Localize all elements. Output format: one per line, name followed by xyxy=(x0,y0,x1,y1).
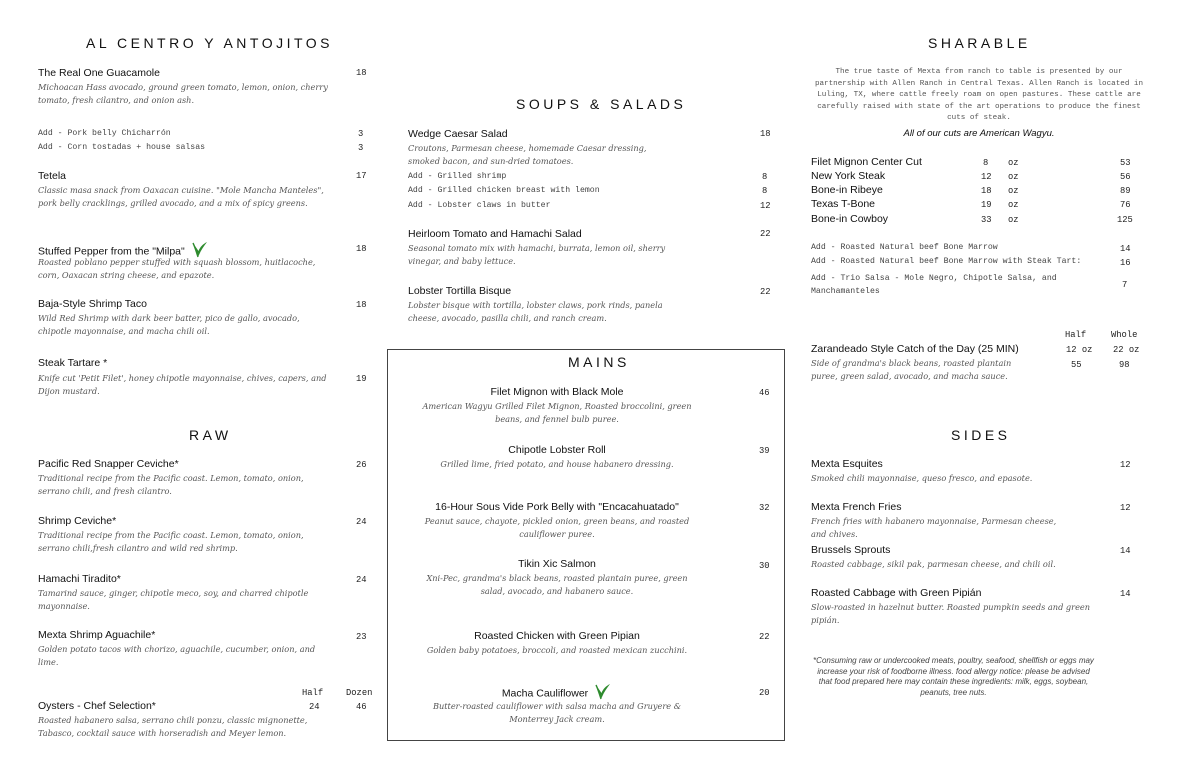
desc-pork-belly: Peanut sauce, chayote, pickled onion, green beans, and roasted cauliflower puree. xyxy=(424,516,690,539)
zarandeado-half-price: 55 xyxy=(1071,360,1082,370)
price-caesar: 18 xyxy=(760,129,771,139)
desc-shrimp-ceviche: Traditional recipe from the Pacific coast. Lemon, tomato, onion, serrano chili,fresh cilantro and wild red shrimp. xyxy=(38,530,304,553)
section-title-raw: RAW xyxy=(189,427,232,443)
price-hamachi-tiradito: 24 xyxy=(356,575,367,585)
oysters-half-label: Half xyxy=(302,688,324,698)
price-side-esquites: 12 xyxy=(1120,460,1131,470)
desc-side-brussels-sprouts: Roasted cabbage, sikil pak, parmesan cheese, and chili oil. xyxy=(811,559,1056,569)
desc-lobster-roll: Grilled lime, fried potato, and house habanero dressing. xyxy=(440,459,674,469)
steak-ribeye-price: 89 xyxy=(1120,186,1131,196)
section-title-mains: MAINS xyxy=(568,354,630,370)
macha-cauliflower-name: Macha Cauliflower xyxy=(501,687,589,700)
desc-shrimp-taco: Wild Red Shrimp with dark beer batter, pico de gallo, avocado, chipotle mayonnaise, and macha chili oil. xyxy=(38,313,300,336)
steak-ribeye-oz: 18 xyxy=(981,186,992,196)
side-roasted-cabbage: Roasted Cabbage with Green Pipián xyxy=(811,587,982,599)
desc-aguachile: Golden potato tacos with chorizo, aguachile, cucumber, onion, and lime. xyxy=(38,644,316,667)
section-title-antojitos: AL CENTRO Y ANTOJITOS xyxy=(86,35,333,51)
price-shrimp-taco: 18 xyxy=(356,300,367,310)
menu-item-pork-belly: 16-Hour Sous Vide Pork Belly with "Encacahuatado" xyxy=(435,501,679,513)
oysters-dozen-label: Dozen xyxy=(346,688,373,698)
price-aguachile: 23 xyxy=(356,632,367,642)
price-tikin-xic-salmon: 30 xyxy=(759,561,770,571)
steak-cowboy-unit: oz xyxy=(1008,215,1019,225)
wagyu-note: All of our cuts are American Wagyu. xyxy=(903,128,1055,139)
steak-t-bone-price: 76 xyxy=(1120,200,1131,210)
steak-new-york-name: New York Steak xyxy=(811,170,886,182)
steak-t-bone-unit: oz xyxy=(1008,200,1019,210)
addon-chicharron: Add - Pork belly Chicharrón xyxy=(38,129,171,138)
price-snapper-ceviche: 26 xyxy=(356,460,367,470)
sharable-intro: The true taste of Mexta from ranch to table is presented by our partnership with Allen Ranch in Central Texas. Allen Ranch is located in Luling, TX, where cattle freely roam on open pastures. These cattle are carefully raised with state of the art operations to produce the finest cuts of steak. xyxy=(814,68,1144,122)
steak-filet-name: Filet Mignon Center Cut xyxy=(811,156,922,168)
price-lobster-bisque: 22 xyxy=(760,287,771,297)
price-roasted-chicken: 22 xyxy=(759,632,770,642)
desc-stuffed-pepper: Roasted poblano pepper stuffed with squash blossom, huitlacoche, corn, Oaxacan string cheese, and epazote. xyxy=(38,257,316,280)
price-addon-bone-marrow-tartare: 16 xyxy=(1120,258,1131,268)
menu-item-lobster-roll: Chipotle Lobster Roll xyxy=(508,444,606,456)
steak-cowboy-price: 125 xyxy=(1117,215,1133,225)
steak-filet-price: 53 xyxy=(1120,158,1131,168)
addon-bone-marrow-tartare: Add - Roasted Natural beef Bone Marrow with Steak Tart: xyxy=(811,257,1082,266)
allergy-notice: *Consuming raw or undercooked meats, poultry, seafood, shellfish or eggs may increase your risk of foodborne illness. food allergy notice: please be advised that food prepared here may contain these ingredients: milk, eggs, soybean, peanuts, tree nuts. xyxy=(813,656,1094,697)
desc-side-french-fries: French fries with habanero mayonnaise, Parmesan cheese, and chives. xyxy=(811,516,1057,539)
steak-filet-unit: oz xyxy=(1008,158,1019,168)
price-lobster-roll: 39 xyxy=(759,446,770,456)
price-addon-bone-marrow: 14 xyxy=(1120,244,1131,254)
price-side-french-fries: 12 xyxy=(1120,503,1131,513)
steak-cowboy-name: Bone-in Cowboy xyxy=(811,213,889,225)
steak-t-bone-name: Texas T-Bone xyxy=(811,198,876,210)
menu-item-roasted-chicken: Roasted Chicken with Green Pipian xyxy=(474,630,640,642)
steak-new-york-oz: 12 xyxy=(981,172,992,182)
zarandeado-whole-label: Whole xyxy=(1111,330,1138,340)
desc-tikin-xic-salmon: Xni-Pec, grandma's black beans, roasted plantain puree, green salad, avocado, and habanero sauce. xyxy=(426,573,688,596)
steak-new-york-unit: oz xyxy=(1008,172,1019,182)
desc-side-roasted-cabbage: Slow-roasted in hazelnut butter. Roasted pumpkin seeds and green pipián. xyxy=(811,602,1091,625)
steak-t-bone-oz: 19 xyxy=(981,200,992,210)
price-heirloom-salad: 22 xyxy=(760,229,771,239)
price-shrimp-ceviche: 24 xyxy=(356,517,367,527)
stuffed-pepper-name: Stuffed Pepper from the "Milpa" xyxy=(38,245,185,258)
menu-item-filet-mole: Filet Mignon with Black Mole xyxy=(490,386,624,398)
menu-item-shrimp-taco: Baja-Style Shrimp Taco xyxy=(38,298,147,310)
desc-snapper-ceviche: Traditional recipe from the Pacific coast. Lemon, tomato, onion, serrano chili, and fresh cilantro. xyxy=(38,473,304,496)
desc-oysters: Roasted habanero salsa, serrano chili ponzu, classic mignonette, Tabasco, cocktail sauce with horseradish and Meyer lemon. xyxy=(38,715,308,738)
steak-ribeye-name: Bone-in Ribeye xyxy=(811,184,883,196)
desc-zarandeado: Side of grandma's black beans, roasted plantain puree, green salad, avocado, and macha sauce. xyxy=(811,358,1012,381)
desc-caesar: Croutons, Parmesan cheese, homemade Caesar dressing, smoked bacon, and sun-dried tomatoes. xyxy=(408,143,647,166)
menu-item-tikin-xic-salmon: Tikin Xic Salmon xyxy=(518,558,596,570)
desc-roasted-chicken: Golden baby potatoes, broccoli, and roasted mexican zucchini. xyxy=(426,645,688,655)
desc-macha-cauliflower: Butter-roasted cauliflower with salsa macha and Gruyere & Monterrey Jack cream. xyxy=(432,701,682,724)
desc-filet-mole: American Wagyu Grilled Filet Mignon, Roasted broccolini, green beans, and fennel bulb puree. xyxy=(422,401,692,424)
addon-grilled-chicken: Add - Grilled chicken breast with lemon xyxy=(408,186,600,195)
menu-item-caesar: Wedge Caesar Salad xyxy=(408,128,508,140)
menu-item-oysters: Oysters - Chef Selection* xyxy=(38,700,156,712)
price-guacamole: 18 xyxy=(356,68,367,78)
desc-lobster-bisque: Lobster bisque with tortilla, lobster claws, pork rinds, panela cheese, avocado, pasilla chili, and ranch cream. xyxy=(408,300,663,323)
steak-cowboy-oz: 33 xyxy=(981,215,992,225)
addon-tostadas: Add - Corn tostadas + house salsas xyxy=(38,143,206,152)
desc-hamachi-tiradito: Tamarind sauce, ginger, chipotle meco, soy, and charred chipotle mayonnaise. xyxy=(38,588,309,611)
desc-steak-tartare: Knife cut 'Petit Filet', honey chipotle mayonnaise, chives, capers, and Dijon mustard. xyxy=(38,373,327,396)
addon-trio-salsa: Add - Trio Salsa - Mole Negro, Chipotle Salsa, and Manchamanteles xyxy=(811,274,1057,296)
section-title-soups-salads: SOUPS & SALADS xyxy=(516,96,687,112)
desc-guacamole: Michoacan Hass avocado, ground green tomato, lemon, onion, cherry tomato, fresh cilantro, and onion ash. xyxy=(38,82,328,105)
price-addon-grilled-chicken: 8 xyxy=(762,186,768,196)
price-addon-tostadas: 3 xyxy=(358,143,364,153)
steak-ribeye-unit: oz xyxy=(1008,186,1019,196)
menu-item-snapper-ceviche: Pacific Red Snapper Ceviche* xyxy=(38,458,179,470)
menu-item-heirloom-salad: Heirloom Tomato and Hamachi Salad xyxy=(408,228,582,240)
price-addon-lobster-claws: 12 xyxy=(760,201,771,211)
price-pork-belly: 32 xyxy=(759,503,770,513)
side-french-fries: Mexta French Fries xyxy=(811,501,902,513)
price-addon-grilled-shrimp: 8 xyxy=(762,172,768,182)
side-brussels-sprouts: Brussels Sprouts xyxy=(811,544,891,556)
menu-item-aguachile: Mexta Shrimp Aguachile* xyxy=(38,629,156,641)
steak-new-york-price: 56 xyxy=(1120,172,1131,182)
price-macha-cauliflower: 20 xyxy=(759,688,770,698)
price-oysters-half: 24 xyxy=(309,702,320,712)
price-side-brussels-sprouts: 14 xyxy=(1120,546,1131,556)
steak-filet-oz: 8 xyxy=(983,158,989,168)
desc-tetela: Classic masa snack from Oaxacan cuisine. "Mole Mancha Manteles", pork belly cracklings, grilled avocado, and a mix of spicy greens. xyxy=(38,185,324,208)
zarandeado-half-oz: 12 oz xyxy=(1066,345,1093,355)
price-side-roasted-cabbage: 14 xyxy=(1120,589,1131,599)
price-tetela: 17 xyxy=(356,171,367,181)
zarandeado-whole-oz: 22 oz xyxy=(1113,345,1140,355)
menu-item-hamachi-tiradito: Hamachi Tiradito* xyxy=(38,573,121,585)
price-steak-tartare: 19 xyxy=(356,374,367,384)
price-addon-trio-salsa: 7 xyxy=(1122,280,1128,290)
price-filet-mole: 46 xyxy=(759,388,770,398)
side-esquites: Mexta Esquites xyxy=(811,458,883,470)
addon-lobster-claws: Add - Lobster claws in butter xyxy=(408,201,551,210)
zarandeado-half-label: Half xyxy=(1065,330,1087,340)
menu-item-guacamole: The Real One Guacamole xyxy=(38,67,160,79)
section-title-sharable: SHARABLE xyxy=(928,35,1031,51)
menu-item-lobster-bisque: Lobster Tortilla Bisque xyxy=(408,285,512,297)
desc-heirloom-salad: Seasonal tomato mix with hamachi, burrata, lemon oil, sherry vinegar, and baby lettuce. xyxy=(408,243,666,266)
menu-item-zarandeado: Zarandeado Style Catch of the Day (25 MIN) xyxy=(811,343,1019,355)
price-oysters-dozen: 46 xyxy=(356,702,367,712)
menu-item-shrimp-ceviche: Shrimp Ceviche* xyxy=(38,515,117,527)
menu-item-steak-tartare: Steak Tartare * xyxy=(38,357,108,369)
section-title-sides: SIDES xyxy=(951,427,1011,443)
price-addon-chicharron: 3 xyxy=(358,129,364,139)
addon-grilled-shrimp: Add - Grilled shrimp xyxy=(408,172,507,181)
addon-bone-marrow: Add - Roasted Natural beef Bone Marrow xyxy=(811,243,998,252)
zarandeado-whole-price: 98 xyxy=(1119,360,1130,370)
desc-side-esquites: Smoked chili mayonnaise, queso fresco, and epasote. xyxy=(811,473,1033,483)
menu-item-tetela: Tetela xyxy=(38,170,67,182)
price-stuffed-pepper: 18 xyxy=(356,244,367,254)
